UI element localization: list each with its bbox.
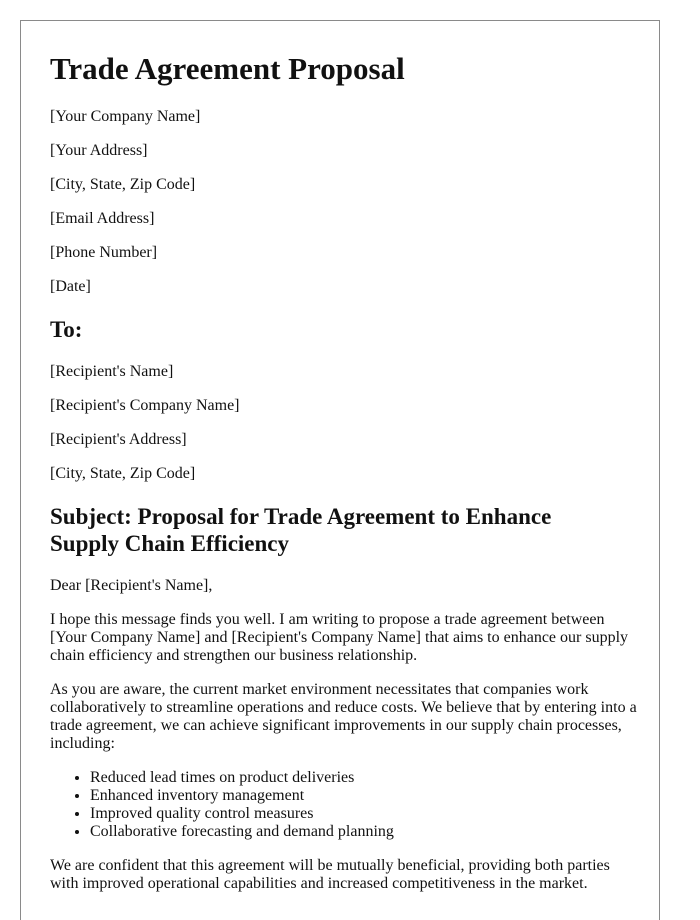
sender-address: [Your Address] <box>50 142 148 159</box>
benefits-list <box>50 769 394 841</box>
subject-heading <box>50 503 551 557</box>
paragraph-context: As you are aware, the current market environment necessitates that companies work collaboratively to streamline operations and reduce costs. We believe that by entering into a trade agreement, we can achieve significant improvements in our supply chain processes, including: <box>50 681 637 752</box>
recipient-address: [Recipient's Address] <box>50 431 187 448</box>
letter-date: [Date] <box>50 278 91 295</box>
list-item: • Enhanced inventory management <box>90 787 394 805</box>
salutation: Dear [Recipient's Name], <box>50 577 213 594</box>
subject-line-1: Subject: Proposal for Trade Agreement to Enhance <box>50 504 552 529</box>
paragraph-closing: We are confident that this agreement will be mutually beneficial, providing both parties with improved operational capabilities and increased competitiveness in the market. <box>50 857 610 892</box>
recipient-company: [Recipient's Company Name] <box>50 397 240 414</box>
to-heading: To: <box>50 317 83 342</box>
sender-phone: [Phone Number] <box>50 244 158 261</box>
sender-email: [Email Address] <box>50 210 155 227</box>
recipient-city-state-zip: [City, State, Zip Code] <box>50 465 196 482</box>
list-item: • Reduced lead times on product deliveries <box>90 769 394 787</box>
list-item: • Collaborative forecasting and demand planning <box>90 823 394 841</box>
list-item: • Improved quality control measures <box>90 805 394 823</box>
sender-city-state-zip: [City, State, Zip Code] <box>50 176 196 193</box>
letter-page <box>20 20 660 920</box>
sender-company: [Your Company Name] <box>50 108 201 125</box>
recipient-name: [Recipient's Name] <box>50 363 174 380</box>
paragraph-intro: I hope this message finds you well. I am writing to propose a trade agreement between [Your Company Name] and [Recipient's Company Name] that aims to enhance our supply chain efficiency and strengthen our business relationship. <box>50 611 629 664</box>
letter-title: Trade Agreement Proposal <box>50 51 405 86</box>
subject-line-2: Supply Chain Efficiency <box>50 531 289 556</box>
